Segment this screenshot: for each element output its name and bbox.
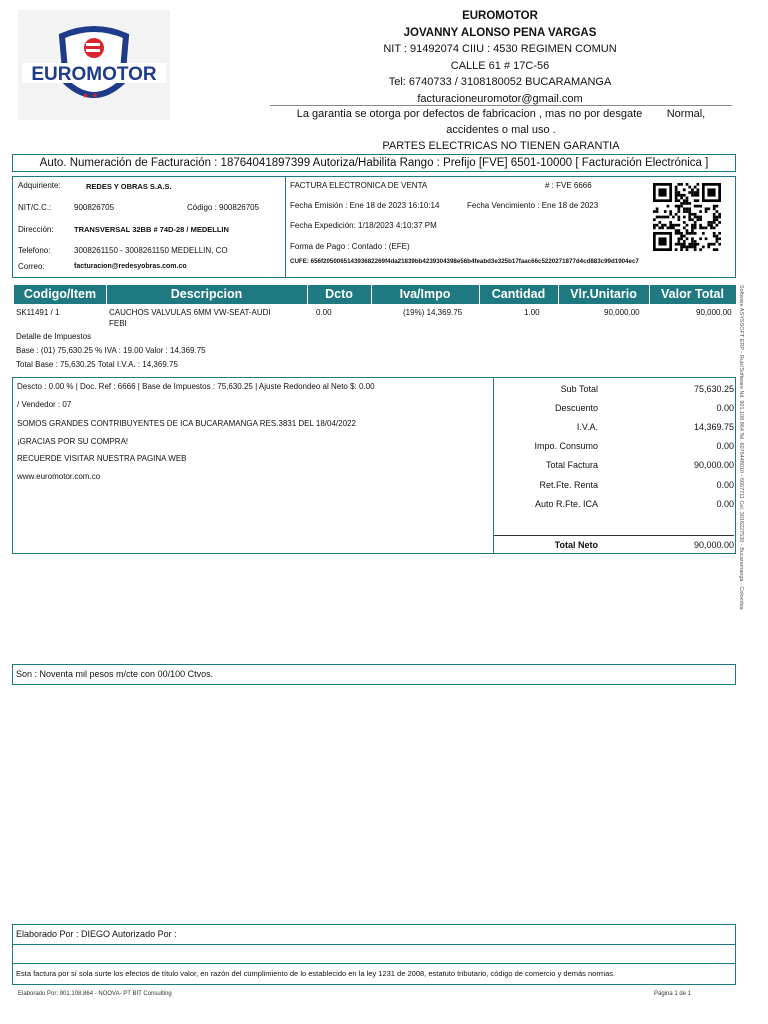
client-address: TRANSVERSAL 32BB # 74D-28 / MEDELLIN — [74, 225, 229, 234]
warranty-line2: accidentes o mal uso . — [446, 124, 556, 136]
notes-visit: RECUERDE VISITAR NUESTRA PAGINA WEB — [17, 454, 187, 463]
numbering-authorization: Auto. Numeración de Facturación : 18764041897399 Autoriza/Habilita Rango : Prefijo [FVE] 6501-10000 [ Facturación Electrónica ] — [12, 154, 736, 172]
client-box-divider — [285, 176, 286, 278]
legal-note — [12, 963, 736, 985]
total-label-ica: Auto R.Fte. ICA — [534, 499, 598, 509]
email-label: Correo: — [18, 262, 45, 271]
col-header-quantity: Cantidad — [479, 285, 559, 304]
company-name: EUROMOTOR — [462, 10, 538, 22]
footer-page: Página 1 de 1 — [654, 991, 692, 997]
nit-label: NIT/C.C.: — [18, 203, 52, 212]
company-owner: JOVANNY ALONSO PENA VARGAS — [403, 26, 597, 39]
client-phone: 3008261150 - 3008261150 MEDELLIN, CO — [74, 246, 228, 255]
warranty-note — [270, 106, 732, 154]
total-value-consumption: 0.00 — [716, 441, 734, 451]
col-header-description: Descripcion — [106, 285, 308, 304]
total-label-ret-renta: Ret.Fte. Renta — [539, 480, 598, 490]
row-description: CAUCHOS VALVULAS 6MM VW-SEAT-AUDI — [109, 308, 271, 317]
company-header — [270, 8, 730, 107]
company-phones: Tel: 6740733 / 3108180052 BUCARAMANGA — [388, 76, 612, 88]
totals-box — [12, 377, 736, 554]
invoice-emission: Fecha Emisión : Ene 18 de 2023 16:10:14 — [290, 201, 440, 210]
amount-in-words — [12, 664, 736, 685]
col-header-code: Codigo/Item — [14, 285, 107, 304]
invoice-payment: Forma de Pago : Contado : (EFE) — [290, 242, 410, 251]
legal-note-text: Esta factura por sí sola surte los efectos de título valor, en razón del cumplimiento de lo establecido en la ley 1231 de 2008, estatuto tributario, código de comercio y demás normas. — [16, 969, 616, 978]
row-total: 90,000.00 — [696, 308, 732, 317]
row-description-2: FEBI — [109, 319, 127, 328]
row-discount: 0.00 — [316, 308, 332, 317]
total-label-subtotal: Sub Total — [560, 384, 598, 394]
col-header-tax: Iva/Impo — [371, 285, 480, 304]
notes-thanks: ¡GRACIAS POR SU COMPRA! — [17, 437, 129, 446]
total-label-iva: I.V.A. — [576, 422, 598, 432]
logo-wordmark: EUROMOTOR — [31, 64, 157, 85]
items-table-header — [14, 285, 736, 304]
row-tax: (19%) 14,369.75 — [403, 308, 463, 317]
row-code: SK11491 / 1 — [16, 308, 60, 317]
elaborated-by — [12, 924, 736, 945]
total-value-discount: 0.00 — [716, 403, 734, 413]
vertical-software-text: Software ASYSSOFT ERP - Ruiz/Software Nit. 901.108.864 Tel. 6076448010 - 6667711 Cel. 3016227530 - Bucaramanga - Colombia — [738, 285, 744, 610]
svg-text:★ ★: ★ ★ — [82, 91, 99, 100]
company-logo — [18, 10, 170, 120]
tax-total-line: Total Base : 75,630.25 Total I.V.A. : 14,369.75 — [16, 360, 178, 369]
net-label: Total Neto — [554, 540, 598, 550]
footer-left: Elaborado Por: 901.108.864 - NOOVA- PT BIT Consulting — [18, 991, 172, 997]
total-label-discount: Descuento — [554, 403, 598, 413]
address-label: Dirección: — [18, 225, 54, 234]
total-value-iva: 14,369.75 — [693, 422, 734, 432]
warranty-line1-right: Normal, — [666, 108, 706, 120]
company-nit: NIT : 91492074 CIIU : 4530 REGIMEN COMUN — [383, 43, 617, 55]
company-email: facturacioneuromotor@gmail.com — [417, 92, 583, 105]
total-value-subtotal: 75,630.25 — [693, 384, 734, 394]
col-header-unit-value: Vlr.Unitario — [558, 285, 650, 304]
client-code: Código : 900826705 — [187, 203, 260, 212]
invoice-cufe: CUFE: 656f205006514393682269f4da21839bb4239304398e56b4feabd3e325b17faac66c5220271877d4cd883c99d1904ec7 — [290, 258, 639, 265]
invoice-number: # : FVE 6666 — [545, 181, 592, 190]
acquirer-name: REDES Y OBRAS S.A.S. — [86, 182, 172, 191]
signature-row — [12, 944, 736, 964]
total-label-consumption: Impo. Consumo — [534, 441, 598, 451]
notes-website: www.euromotor.com.co — [17, 472, 101, 481]
phone-label: Telefono: — [18, 246, 51, 255]
amount-in-words-text: Son : Noventa mil pesos m/cte con 00/100 Ctvos. — [16, 669, 214, 679]
acquirer-label: Adquiriente: — [18, 181, 61, 190]
total-value-ret-renta: 0.00 — [716, 480, 734, 490]
notes-discount-line: Descto : 0.00 % | Doc. Ref : 6666 | Base de Impuestos : 75,630.25 | Ajuste Redondeo al Neto $: 0.00 — [17, 382, 375, 391]
tax-detail-title: Detalle de Impuestos — [16, 332, 92, 341]
invoice-type: FACTURA ELECTRONICA DE VENTA — [290, 181, 428, 190]
row-unit-value: 90,000.00 — [604, 308, 640, 317]
net-divider — [494, 535, 734, 536]
notes-seller: / Vendedor : 07 — [17, 400, 72, 409]
elaborated-by-text: Elaborado Por : DIEGO Autorizado Por : — [16, 929, 177, 939]
client-email: facturacion@redesyobras.com.co — [74, 263, 187, 270]
col-header-discount: Dcto — [307, 285, 372, 304]
tax-base-line: Base : (01) 75,630.25 % IVA : 19.00 Valor : 14,369.75 — [16, 346, 206, 355]
total-label-invoice: Total Factura — [545, 460, 598, 470]
warranty-line3: PARTES ELECTRICAS NO TIENEN GARANTIA — [382, 140, 620, 152]
qr-code[interactable] — [653, 183, 721, 251]
row-quantity: 1.00 — [524, 308, 540, 317]
warranty-line1: La garantia se otorga por defectos de fabricacion , mas no por desgate — [296, 108, 643, 120]
invoice-due: Fecha Vencimiento : Ene 18 de 2023 — [467, 201, 599, 210]
total-value-ica: 0.00 — [716, 499, 734, 509]
total-value-invoice: 90,000.00 — [693, 460, 734, 470]
client-nit: 900826705 — [74, 203, 115, 212]
invoice-expedition: Fecha Expedición: 1/18/2023 4:10:37 PM — [290, 221, 437, 230]
vertical-software-note — [736, 285, 746, 665]
company-address: CALLE 61 # 17C-56 — [450, 59, 550, 72]
notes-contributor: SOMOS GRANDES CONTRIBUYENTES DE ICA BUCARAMANGA RES.3831 DEL 18/04/2022 — [17, 419, 356, 428]
col-header-total: Valor Total — [661, 287, 724, 301]
net-value: 90,000.00 — [693, 540, 734, 550]
